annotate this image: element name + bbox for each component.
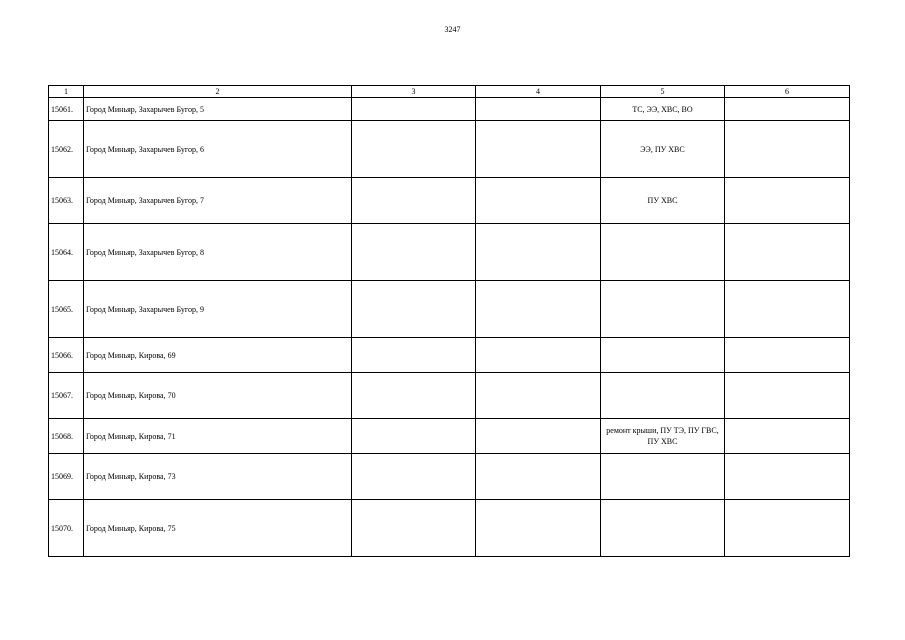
row-col6 [725, 98, 850, 121]
row-col5: ТС, ЭЭ, ХВС, ВО [601, 98, 725, 121]
column-header-5: 5 [601, 86, 725, 98]
row-address: Город Миньяр, Захарычев Бугор, 5 [84, 98, 352, 121]
row-col5 [601, 281, 725, 338]
row-col4 [476, 178, 601, 224]
row-col5: ЭЭ, ПУ ХВС [601, 121, 725, 178]
table-row [49, 338, 850, 373]
row-col3 [352, 121, 476, 178]
table-row [49, 454, 850, 500]
row-number: 15068. [49, 419, 84, 454]
row-col4 [476, 98, 601, 121]
row-number: 15061. [49, 98, 84, 121]
row-number: 15062. [49, 121, 84, 178]
row-col4 [476, 500, 601, 557]
column-header-6: 6 [725, 86, 850, 98]
row-col3 [352, 373, 476, 419]
row-col5 [601, 500, 725, 557]
row-col4 [476, 454, 601, 500]
row-col6 [725, 224, 850, 281]
column-header-3: 3 [352, 86, 476, 98]
table-row [49, 121, 850, 178]
row-col4 [476, 224, 601, 281]
row-number: 15066. [49, 338, 84, 373]
row-address: Город Миньяр, Захарычев Бугор, 6 [84, 121, 352, 178]
row-number: 15065. [49, 281, 84, 338]
row-col4 [476, 419, 601, 454]
row-col4 [476, 281, 601, 338]
row-col3 [352, 500, 476, 557]
row-col6 [725, 121, 850, 178]
row-col4 [476, 373, 601, 419]
row-col6 [725, 178, 850, 224]
row-col3 [352, 224, 476, 281]
row-col5 [601, 454, 725, 500]
row-col5 [601, 373, 725, 419]
row-col6 [725, 500, 850, 557]
row-address: Город Миньяр, Кирова, 69 [84, 338, 352, 373]
table-row [49, 500, 850, 557]
row-address: Город Миньяр, Кирова, 71 [84, 419, 352, 454]
row-number: 15064. [49, 224, 84, 281]
address-register-table [48, 85, 850, 557]
row-col3 [352, 338, 476, 373]
row-col6 [725, 338, 850, 373]
row-col6 [725, 373, 850, 419]
row-address: Город Миньяр, Кирова, 75 [84, 500, 352, 557]
page-number: 3247 [444, 25, 461, 34]
table-row [49, 373, 850, 419]
table-row [49, 224, 850, 281]
row-col5 [601, 338, 725, 373]
row-col5: ремонт крыши, ПУ ТЭ, ПУ ГВС, ПУ ХВС [601, 419, 725, 454]
row-col3 [352, 98, 476, 121]
row-number: 15069. [49, 454, 84, 500]
column-header-2: 2 [84, 86, 352, 98]
row-number: 15067. [49, 373, 84, 419]
row-address: Город Миньяр, Захарычев Бугор, 9 [84, 281, 352, 338]
table-row [49, 98, 850, 121]
row-address: Город Миньяр, Кирова, 73 [84, 454, 352, 500]
row-col4 [476, 338, 601, 373]
row-col5 [601, 224, 725, 281]
row-col3 [352, 419, 476, 454]
header-row [49, 86, 850, 98]
column-header-4: 4 [476, 86, 601, 98]
row-number: 15063. [49, 178, 84, 224]
row-col6 [725, 454, 850, 500]
row-address: Город Миньяр, Захарычев Бугор, 8 [84, 224, 352, 281]
row-number: 15070. [49, 500, 84, 557]
row-address: Город Миньяр, Кирова, 70 [84, 373, 352, 419]
row-col3 [352, 178, 476, 224]
column-header-1: 1 [49, 86, 84, 98]
row-col3 [352, 281, 476, 338]
table-row [49, 419, 850, 454]
row-address: Город Миньяр, Захарычев Бугор, 7 [84, 178, 352, 224]
row-col5: ПУ ХВС [601, 178, 725, 224]
table-row [49, 178, 850, 224]
row-col3 [352, 454, 476, 500]
row-col4 [476, 121, 601, 178]
row-col6 [725, 419, 850, 454]
row-col6 [725, 281, 850, 338]
table-row [49, 281, 850, 338]
